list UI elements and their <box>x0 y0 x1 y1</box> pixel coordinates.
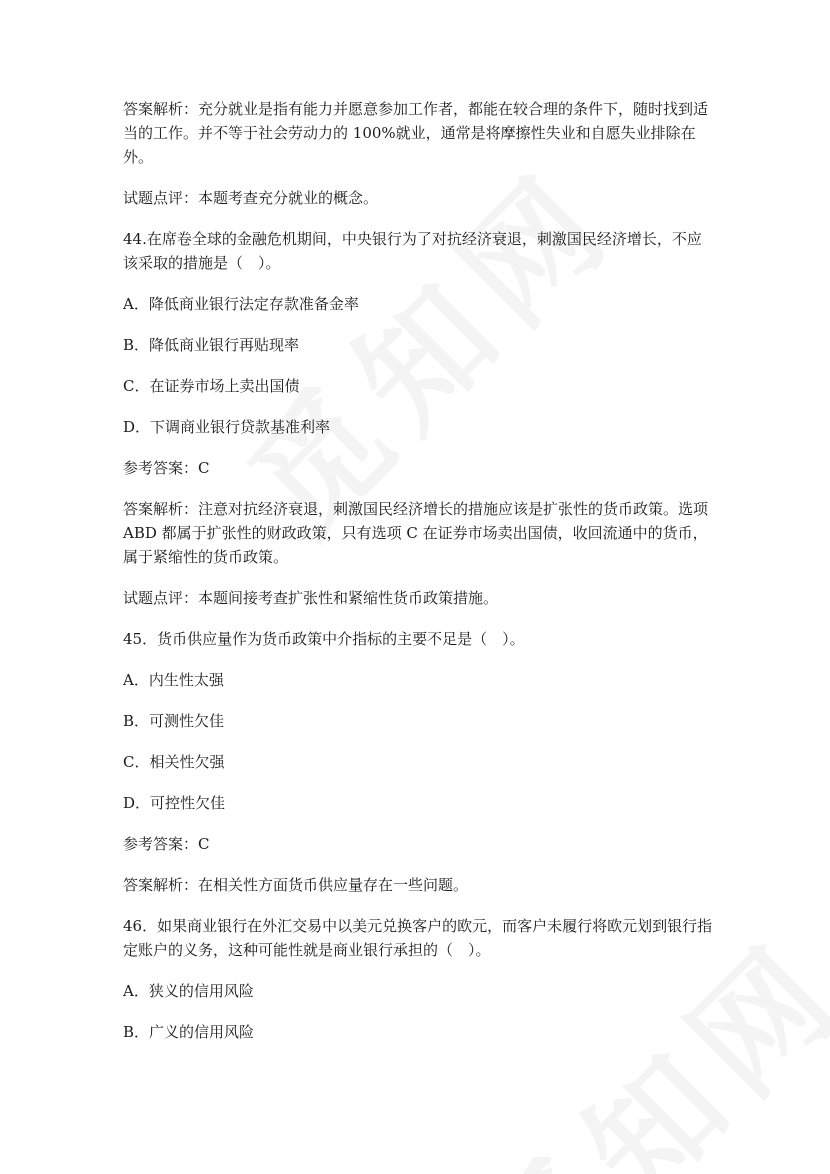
analysis-paragraph: 答案解析：在相关性方面货币供应量存在一些问题。 <box>123 876 469 894</box>
option-b: B．降低商业银行再贴现率 <box>123 336 300 354</box>
reference-answer: 参考答案：C <box>123 459 210 477</box>
option-a: A．降低商业银行法定存款准备金率 <box>123 295 359 313</box>
option-c: C．相关性欠强 <box>123 753 225 771</box>
option-b: B．可测性欠佳 <box>123 712 225 730</box>
comment-paragraph: 试题点评：本题间接考查扩张性和紧缩性货币政策措施。 <box>123 589 499 607</box>
analysis-paragraph: 答案解析：注意对抗经济衰退，刺激国民经济增长的措施应该是扩张性的货币政策。选项 ABD 都属于扩张性的财政政策，只有选项 C 在证券市场卖出国债，收回流通中的货币，属于紧缩性的货币政策。 <box>123 500 709 566</box>
comment-paragraph: 试题点评：本题考查充分就业的概念。 <box>123 189 379 207</box>
question-46: 46．如果商业银行在外汇交易中以美元兑换客户的欧元，而客户未履行将欧元划到银行指定账户的义务，这种可能性就是商业银行承担的（ ）。 <box>123 917 713 959</box>
option-d: D．可控性欠佳 <box>123 794 226 812</box>
option-d: D．下调商业银行贷款基准利率 <box>123 418 331 436</box>
reference-answer: 参考答案：C <box>123 835 210 853</box>
option-a: A．狭义的信用风险 <box>123 982 254 1000</box>
analysis-paragraph: 答案解析：充分就业是指有能力并愿意参加工作者，都能在较合理的条件下，随时找到适当的工作。并不等于社会劳动力的 100%就业，通常是将摩擦性失业和自愿失业排除在外。 <box>123 100 709 166</box>
question-45: 45．货币供应量作为货币政策中介指标的主要不足是（ ）。 <box>123 630 525 648</box>
option-b: B．广义的信用风险 <box>123 1023 255 1041</box>
question-44: 44.在席卷全球的金融危机期间，中央银行为了对抗经济衰退，刺激国民经济增长，不应该采取的措施是（ ）。 <box>123 230 702 272</box>
document-body <box>123 97 713 1061</box>
option-a: A．内生性太强 <box>123 671 224 689</box>
option-c: C．在证券市场上卖出国债 <box>123 377 300 395</box>
